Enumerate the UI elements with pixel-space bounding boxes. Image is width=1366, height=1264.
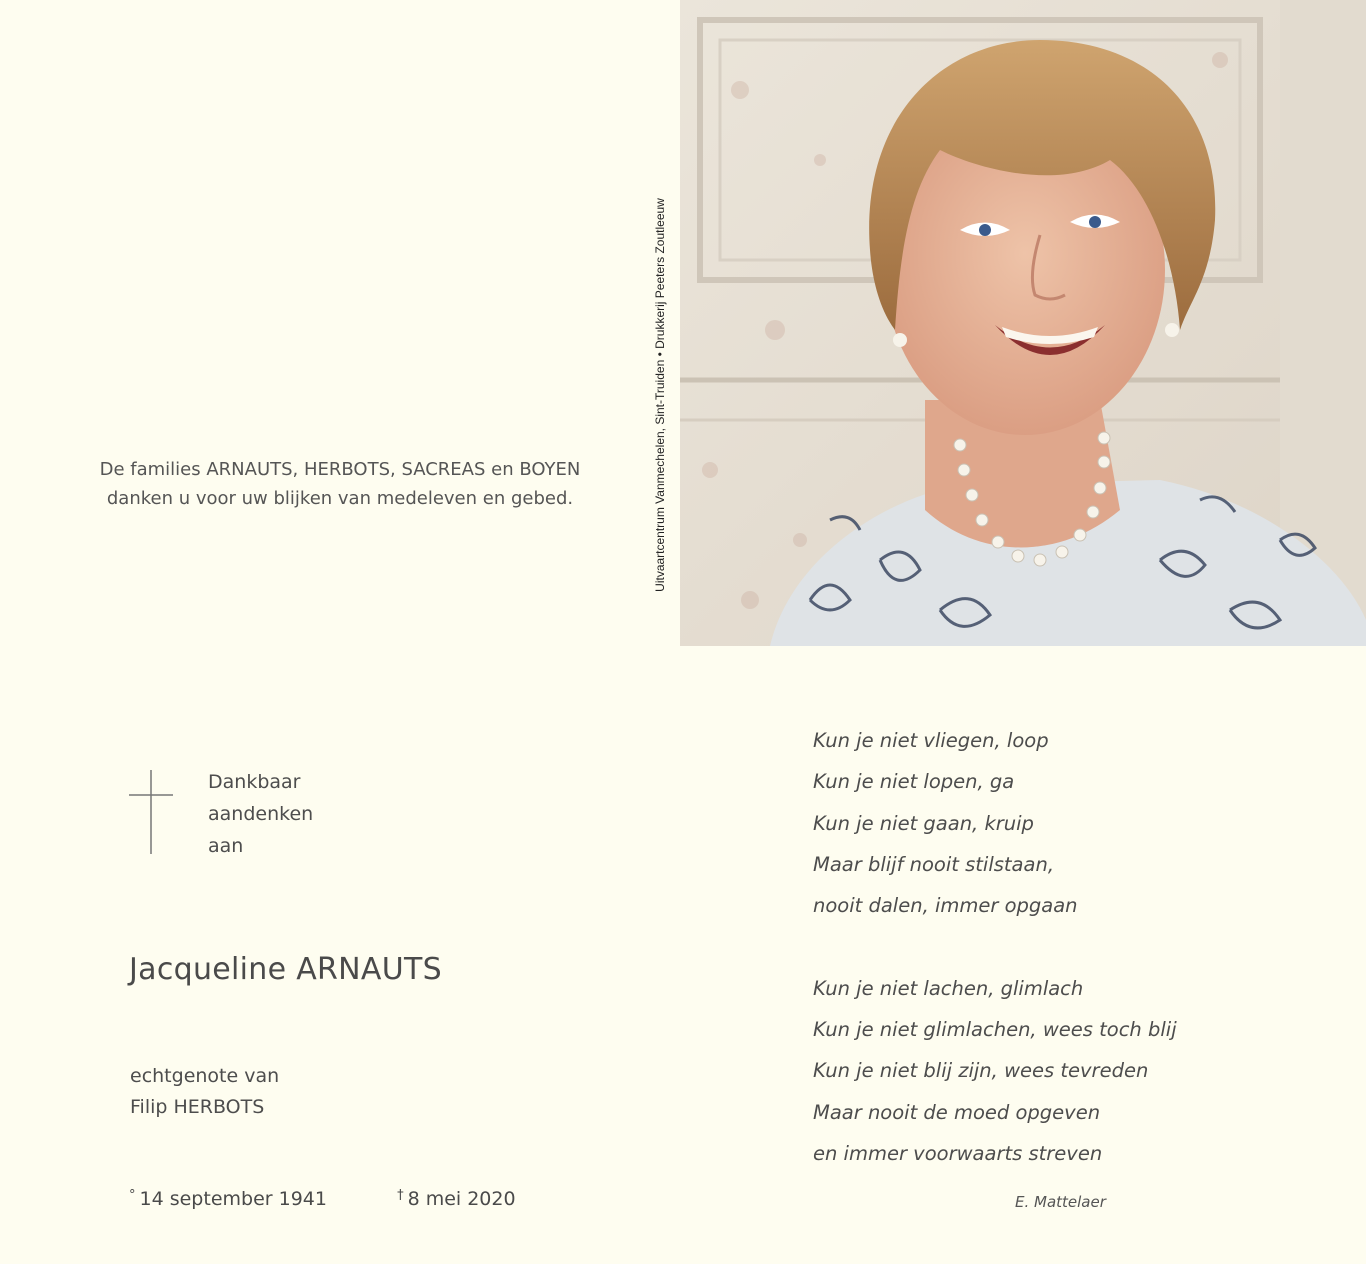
- poem-line: Kun je niet lopen, ga: [813, 770, 1015, 794]
- portrait-photo: [680, 0, 1366, 646]
- poem-line: Kun je niet gaan, kruip: [813, 811, 1034, 835]
- death-date: 8 mei 2020: [407, 1188, 516, 1210]
- thanks-line-1: De families ARNAUTS, HERBOTS, SACREAS en BOYEN: [99, 459, 581, 480]
- printer-credit: Uitvaartcentrum Vanmechelen, Sint-Truiden • Drukkerij Peeters Zoutleeuw: [653, 198, 667, 592]
- memorial-line-2: aandenken: [208, 803, 314, 825]
- cross-icon: [129, 770, 173, 854]
- birth-date: 14 september 1941: [139, 1188, 327, 1210]
- poem: [813, 720, 1333, 1174]
- poem-line: Kun je niet lachen, glimlach: [813, 976, 1084, 1000]
- life-dates: [129, 1188, 516, 1210]
- poem-line: Kun je niet blij zijn, wees tevreden: [813, 1059, 1149, 1083]
- poem-line: Kun je niet glimlachen, wees toch blij: [813, 1018, 1177, 1042]
- thanks-text: [40, 455, 640, 513]
- birth-symbol: °: [129, 1188, 136, 1203]
- deceased-name: Jacqueline ARNAUTS: [129, 952, 442, 987]
- spouse-relation: echtgenote van: [130, 1065, 280, 1087]
- poem-line: nooit dalen, immer opgaan: [813, 894, 1078, 918]
- poem-line: en immer voorwaarts streven: [813, 1141, 1103, 1165]
- memorial-heading: [208, 766, 313, 862]
- poem-line: Kun je niet vliegen, loop: [813, 729, 1049, 752]
- poem-line: Maar nooit de moed opgeven: [813, 1100, 1101, 1124]
- memorial-line-3: aan: [208, 835, 244, 857]
- thanks-line-2: danken u voor uw blijken van medeleven en gebed.: [106, 488, 574, 509]
- spouse-info: [130, 1061, 279, 1123]
- stanza-divider: [813, 926, 1333, 967]
- poem-line: Maar blijf nooit stilstaan,: [813, 852, 1055, 876]
- memorial-line-1: Dankbaar: [208, 771, 301, 793]
- death-symbol: †: [397, 1188, 404, 1203]
- spouse-name: Filip HERBOTS: [130, 1096, 265, 1118]
- poem-author: E. Mattelaer: [1015, 1193, 1106, 1211]
